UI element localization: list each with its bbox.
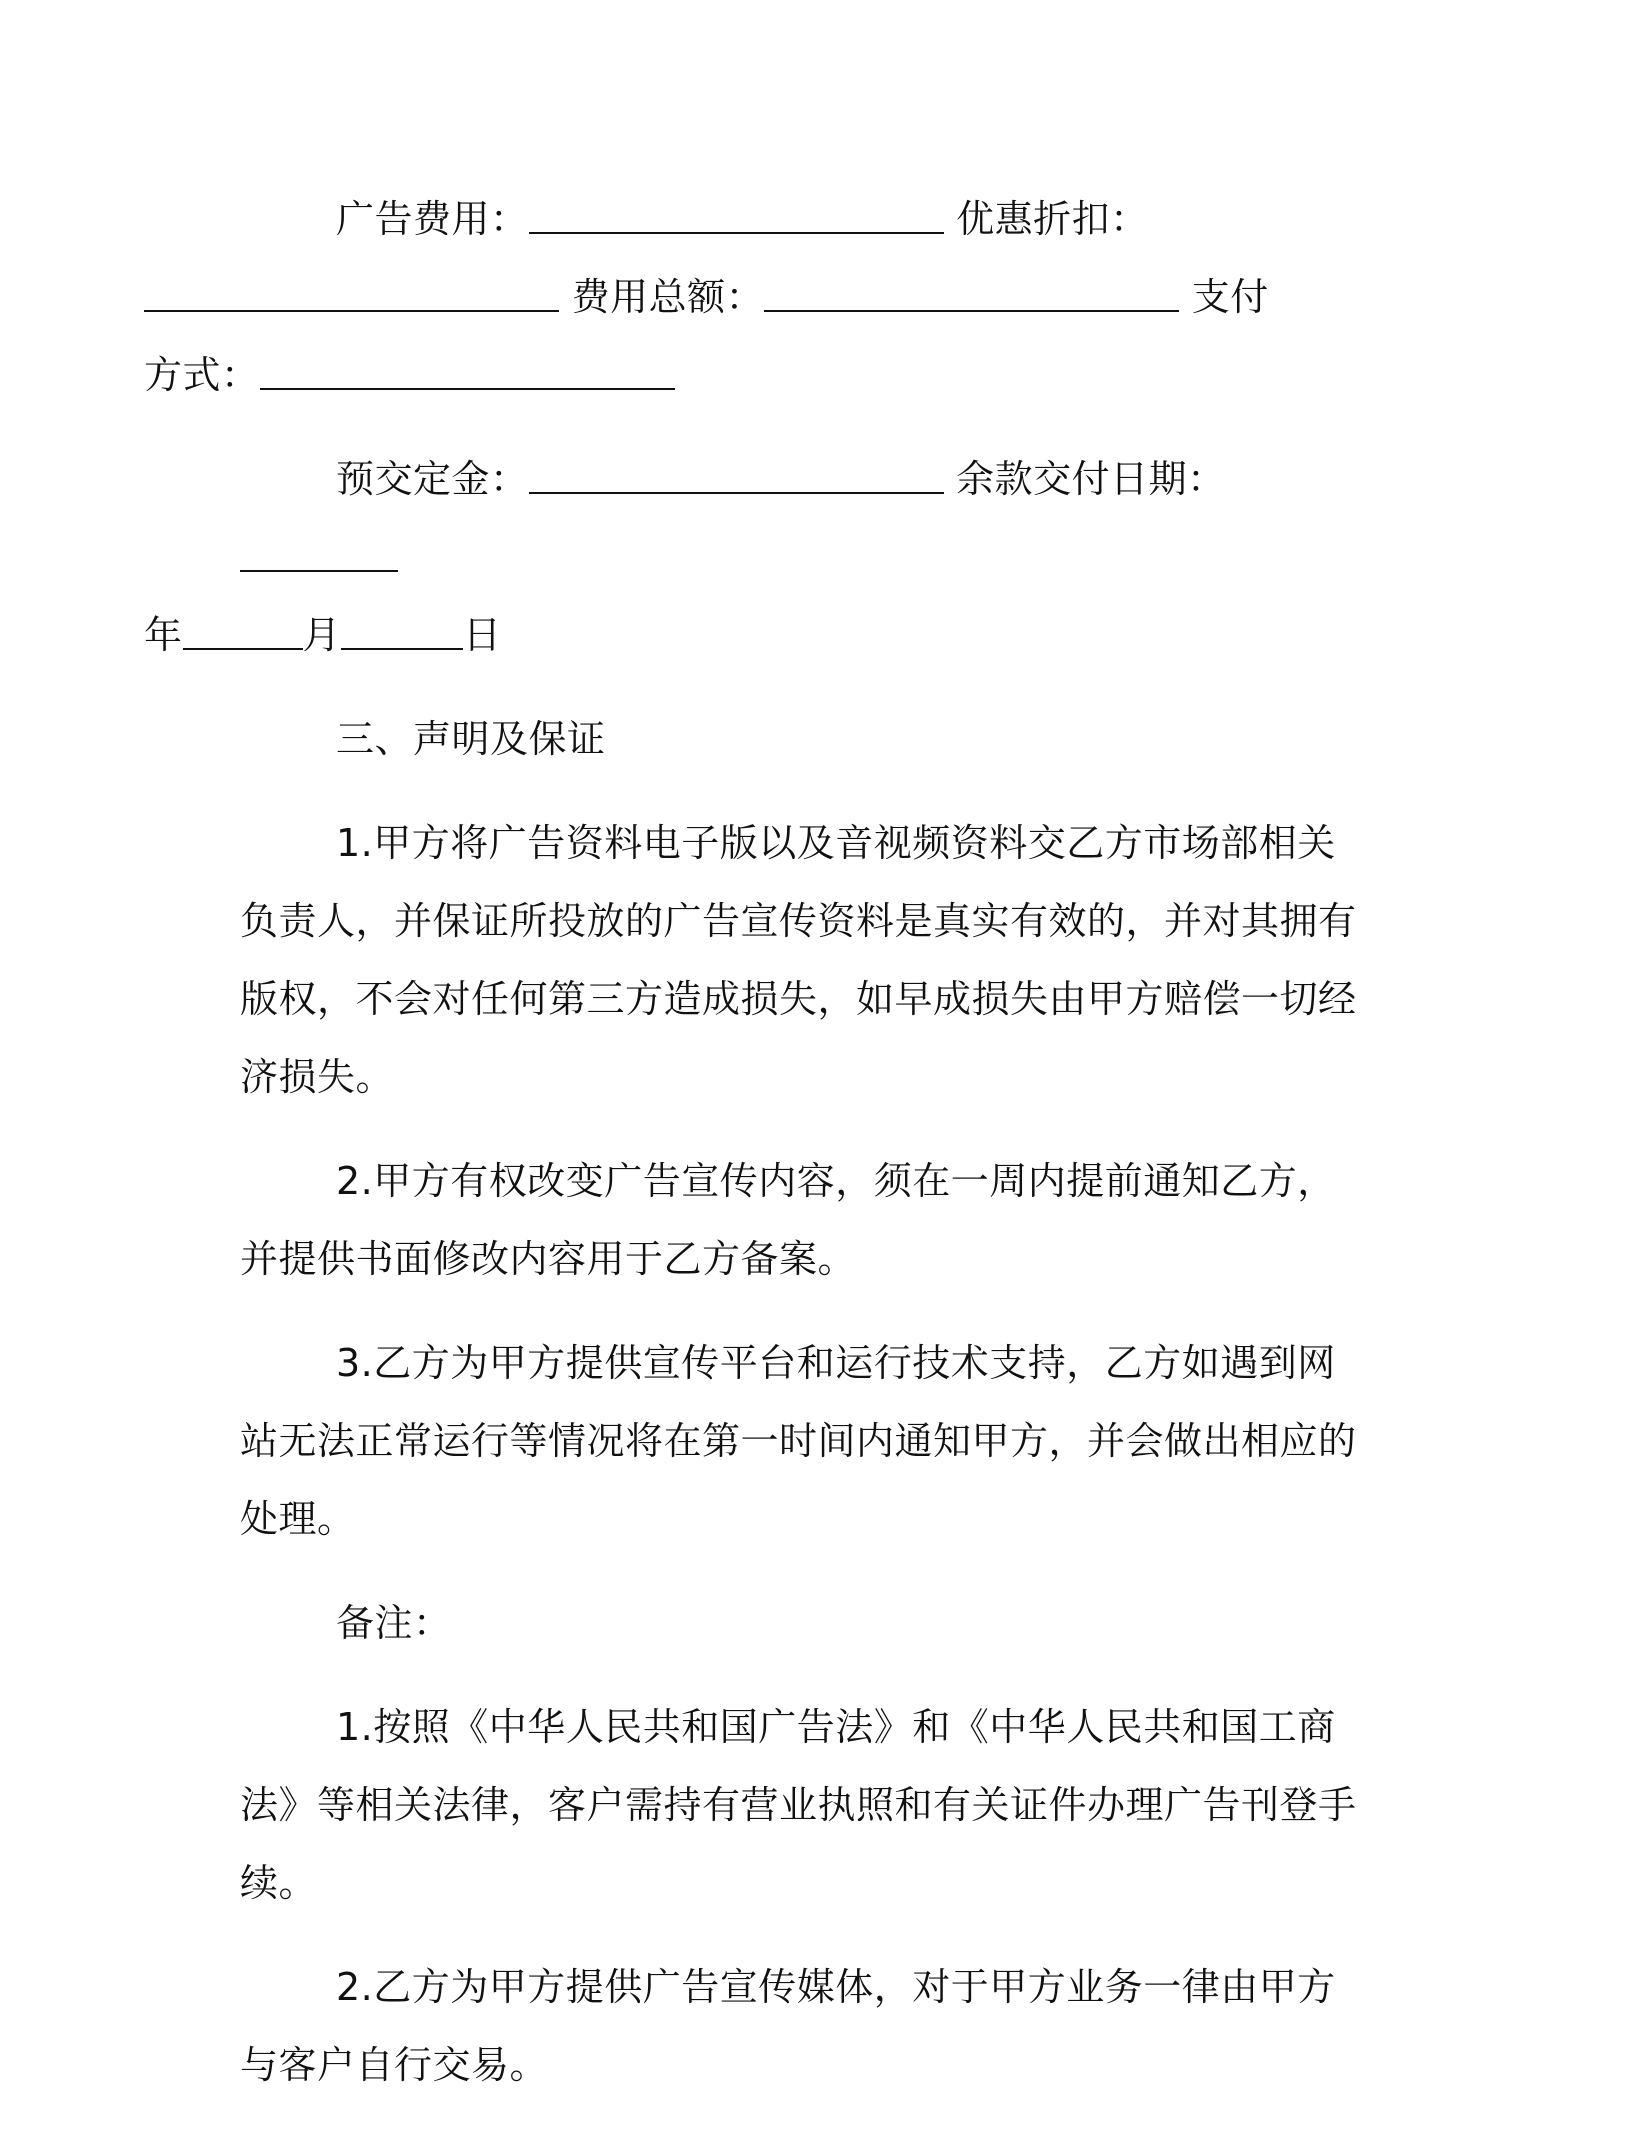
section3-heading: 三、声明及保证	[336, 717, 606, 761]
discount-label: 优惠折扣：	[956, 197, 1149, 241]
payment-label-part2: 方式：	[144, 353, 260, 397]
total-label: 费用总额：	[571, 275, 765, 319]
section3-item-3: 3.乙方为甲方提供宣传平台和运行技术支持，乙方如遇到网站无法正常运行等情况将在第一时间内通知甲方，并会做出相应的处理。	[240, 1341, 1357, 1541]
balance-month-blank[interactable]	[183, 614, 303, 650]
section3-item-2: 2.甲方有权改变广告宣传内容，须在一周内提前通知乙方，并提供书面修改内容用于乙方备案。	[240, 1159, 1336, 1281]
balance-year-blank[interactable]	[240, 536, 398, 572]
balance-date-label: 余款交付日期：	[956, 457, 1226, 501]
fees-paragraph	[144, 180, 1370, 414]
notes-item-2: 2.乙方为甲方提供广告宣传媒体，对于甲方业务一律由甲方与客户自行交易。	[240, 1965, 1336, 2087]
day-label: 日	[463, 613, 502, 657]
month-label: 月	[302, 613, 342, 657]
deposit-label: 预交定金：	[336, 457, 529, 501]
ad-fee-label: 广告费用：	[336, 197, 529, 241]
section3-item-1: 1.甲方将广告资料电子版以及音视频资料交乙方市场部相关负责人，并保证所投放的广告宣传资料是真实有效的，并对其拥有版权，不会对任何第三方造成损失，如早成损失由甲方赔偿一切经济损失。	[240, 821, 1357, 1099]
balance-day-blank[interactable]	[341, 614, 463, 650]
notes-item-1: 1.按照《中华人民共和国广告法》和《中华人民共和国工商法》等相关法律，客户需持有营业执照和有关证件办理广告刊登手续。	[240, 1705, 1357, 1905]
deposit-paragraph	[144, 440, 1370, 674]
year-label: 年	[144, 613, 183, 657]
ad-fee-blank[interactable]	[529, 198, 944, 234]
total-blank[interactable]	[764, 276, 1179, 312]
discount-blank[interactable]	[144, 276, 559, 312]
deposit-blank[interactable]	[529, 458, 944, 494]
payment-label-part1: 支付	[1191, 275, 1269, 319]
document-page	[144, 180, 1370, 2130]
notes-heading: 备注：	[336, 1601, 452, 1645]
payment-method-blank[interactable]	[260, 354, 675, 390]
